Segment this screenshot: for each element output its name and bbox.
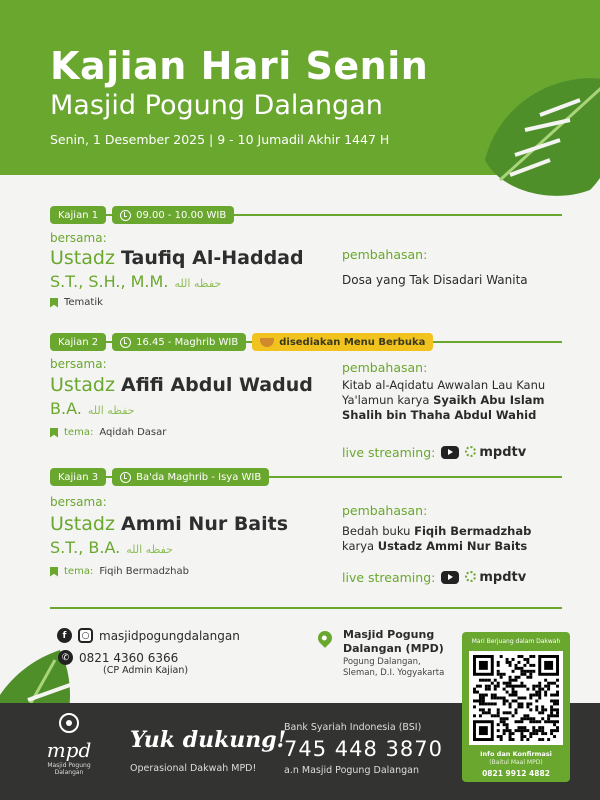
session-tags: [50, 467, 269, 487]
session-time: 09.00 - 10.00 WIB: [112, 206, 234, 224]
session-theme: tema: Aqidah Dasar: [50, 427, 166, 438]
page-title: Kajian Hari Senin: [50, 44, 429, 88]
food-icon: [260, 338, 274, 347]
qr-caption: Mari Berjuang dalam Dakwah: [471, 638, 561, 645]
session-tags: [50, 332, 433, 352]
slogan: Yuk dukung!: [130, 727, 287, 753]
qr-code-icon[interactable]: [473, 655, 559, 741]
session-time: 16.45 - Maghrib WIB: [112, 333, 246, 351]
iftar-badge: disediakan Menu Berbuka: [252, 333, 433, 351]
whatsapp-icon[interactable]: ✆: [58, 650, 73, 665]
monstera-leaf-icon: [470, 70, 600, 210]
mpdtv-logo[interactable]: mpdtv: [465, 445, 526, 460]
topic-text: Bedah buku Fiqih Bermadzhab karya Ustadz Ammi Nur Baits: [342, 524, 532, 553]
section-divider: [50, 607, 562, 609]
instagram-icon[interactable]: ○: [78, 628, 93, 643]
clock-icon: [120, 472, 131, 483]
mosque-emblem-icon: [54, 712, 84, 734]
speaker-name: Ustadz Ammi Nur Baits S.T., B.A. حفظه الله: [50, 513, 289, 557]
event-date: Senin, 1 Desember 2025 | 9 - 10 Jumadil Akhir 1447 H: [50, 132, 390, 147]
slogan-subtitle: Operasional Dakwah MPD!: [130, 763, 257, 774]
session-label: Kajian 1: [50, 206, 106, 224]
live-streaming[interactable]: live streaming: mpdtv: [342, 445, 527, 460]
phone-note: (CP Admin Kajian): [103, 665, 189, 676]
session-label: Kajian 3: [50, 468, 106, 486]
topic-text: Kitab al-Aqidatu Awwalan Lau Kanu Ya'lamun karya Syaikh Abu Islam Shalih bin Thaha Abdul Wahid: [342, 378, 546, 422]
speaker-name: Ustadz Afifi Abdul Wadud B.A. حفظه الله: [50, 374, 313, 418]
bookmark-icon: [50, 567, 58, 577]
social-handle[interactable]: f ○ masjidpogungdalangan: [57, 628, 240, 643]
qr-info: Info dan Konfirmasi: [480, 750, 552, 758]
qr-code[interactable]: [469, 651, 563, 745]
logo-text: mpd: [46, 738, 92, 762]
topic-label: pembahasan:: [342, 247, 428, 262]
location-address: Pogung Dalangan, Sleman, D.I. Yogyakarta: [343, 657, 445, 678]
with-label: bersama:: [50, 495, 107, 509]
live-streaming[interactable]: live streaming: mpdtv: [342, 570, 527, 585]
location-name: Masjid Pogung Dalangan (MPD): [343, 628, 444, 655]
qr-info-sub: (Baitul Maal MPD): [489, 759, 543, 766]
youtube-icon[interactable]: [441, 571, 459, 584]
bookmark-icon: [50, 298, 58, 308]
session-tags: [50, 205, 234, 225]
bank-name: Bank Syariah Indonesia (BSI): [284, 722, 422, 733]
topic-label: pembahasan:: [342, 360, 428, 375]
mpdtv-logo[interactable]: mpdtv: [465, 570, 526, 585]
topic-text: Dosa yang Tak Disadari Wanita: [342, 273, 528, 287]
bookmark-icon: [50, 428, 58, 438]
clock-icon: [120, 337, 131, 348]
logo-subtitle: Masjid Pogung Dalangan: [47, 762, 91, 776]
session-label: Kajian 2: [50, 333, 106, 351]
phone-number[interactable]: ✆ 0821 4360 6366: [83, 650, 178, 665]
clock-icon: [120, 210, 131, 221]
speaker-name: Ustadz Taufiq Al-Haddad S.T., S.H., M.M. حفظه الله: [50, 247, 304, 291]
location-pin-icon: [315, 628, 335, 648]
with-label: bersama:: [50, 231, 107, 245]
qr-card: [462, 632, 570, 782]
with-label: bersama:: [50, 357, 107, 371]
session-time: Ba'da Maghrib - Isya WIB: [112, 468, 269, 486]
session-theme: tema: Fiqih Bermadzhab: [50, 566, 189, 577]
mpd-logo: [42, 712, 96, 776]
topic-label: pembahasan:: [342, 503, 428, 518]
account-holder: a.n Masjid Pogung Dalangan: [284, 765, 419, 776]
facebook-icon[interactable]: f: [57, 628, 72, 643]
session-theme: Tematik: [50, 297, 103, 308]
account-number: 745 448 3870: [284, 737, 443, 761]
qr-phone: 0821 9912 4882: [482, 769, 550, 778]
page-subtitle: Masjid Pogung Dalangan: [50, 90, 383, 121]
youtube-icon[interactable]: [441, 446, 459, 459]
